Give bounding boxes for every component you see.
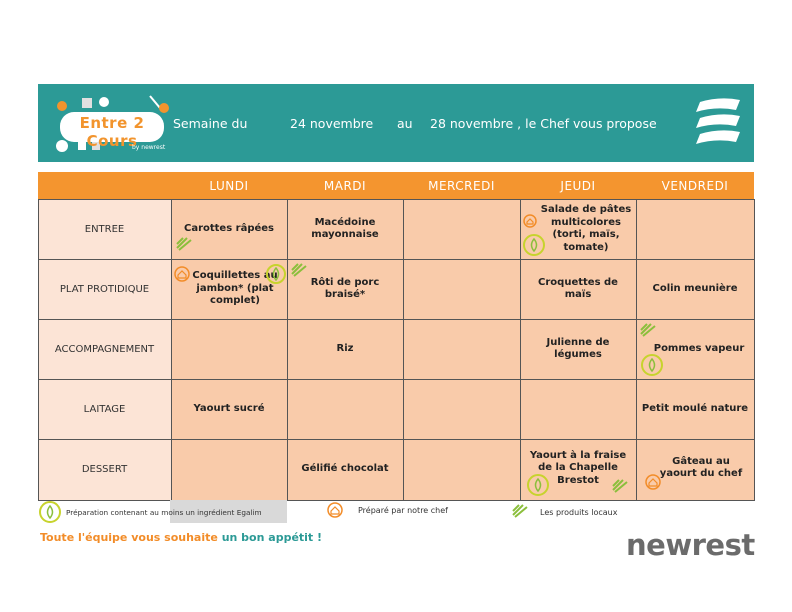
menu-cell [636, 199, 755, 260]
menu-cell [171, 439, 288, 501]
menu-cell [520, 259, 637, 320]
dish-name: Julienne de légumes [546, 336, 610, 360]
menu-cell [287, 319, 404, 380]
menu-cell [171, 319, 288, 380]
menu-cell [287, 379, 404, 440]
header-banner [38, 84, 754, 162]
chef-house-icon [327, 502, 343, 518]
chef-house-icon [174, 266, 190, 282]
menu-cell [171, 199, 288, 260]
dish-name: Carottes râpées [183, 222, 275, 234]
menu-cell [403, 379, 521, 440]
row-label-plat-protidique: PLAT PROTIDIQUE [38, 259, 172, 320]
menu-cell [287, 199, 404, 260]
week-label: Semaine du [173, 116, 248, 131]
menu-cell [520, 199, 637, 260]
menu-cell [403, 319, 521, 380]
menu-cell [403, 259, 521, 320]
dish-name: Gélifié chocolat [301, 463, 389, 475]
menu-cell [636, 259, 755, 320]
menu-cell [403, 199, 521, 260]
chef-house-icon [523, 214, 537, 228]
dish-name: Yaourt à la fraise de la Chapelle Brestot [529, 449, 627, 486]
menu-cell [171, 379, 288, 440]
legend-egalim-label: Préparation contenant au moins un ingrédient Egalim [66, 508, 262, 517]
corner-header [38, 172, 171, 199]
dish-name: Yaourt sucré [193, 402, 265, 414]
newrest-wave-icon [694, 96, 742, 150]
egalim-leaf-icon [527, 474, 549, 496]
message-part2: un bon appétit ! [221, 531, 323, 544]
menu-cell [636, 319, 755, 380]
start-date: 24 novembre [290, 116, 374, 131]
row-label-accompagnement: ACCOMPAGNEMENT [38, 319, 172, 380]
legend-chef-label: Préparé par notre chef [358, 506, 448, 515]
dish-name: Gâteau au yaourt du chef [659, 455, 743, 479]
dish-name: Rôti de porc braisé* [310, 276, 380, 300]
local-product-icon [290, 262, 308, 278]
message-part1: Toute l'équipe vous souhaite [40, 531, 218, 544]
newrest-logo: newrest [626, 528, 755, 562]
date-connector: au [397, 116, 413, 131]
menu-cell [636, 439, 755, 501]
row-label-laitage: LAITAGE [38, 379, 172, 440]
menu-cell [403, 439, 521, 501]
local-product-icon [511, 503, 531, 519]
dish-name: Croquettes de maïs [538, 276, 618, 300]
egalim-leaf-icon [38, 500, 62, 524]
menu-cell [520, 319, 637, 380]
logo-subtitle: by newrest [132, 144, 166, 151]
local-product-icon [611, 478, 629, 494]
menu-table [38, 172, 754, 500]
day-header-vendredi: VENDREDI [636, 172, 754, 199]
local-product-icon [639, 322, 657, 338]
egalim-leaf-icon [523, 234, 545, 256]
end-date: 28 novembre , le Chef vous propose [430, 116, 657, 131]
menu-cell [520, 439, 637, 501]
row-label-dessert: DESSERT [38, 439, 172, 501]
egalim-leaf-icon [266, 264, 286, 284]
egalim-leaf-icon [641, 354, 663, 376]
menu-cell [636, 379, 755, 440]
dish-name: Coquillettes au jambon* (plat complet) [192, 270, 278, 307]
menu-cell [287, 259, 404, 320]
logo-text: Entre 2 Cours [79, 114, 145, 150]
menu-cell [287, 439, 404, 501]
entre-2-cours-logo [52, 94, 172, 156]
day-header-lundi: LUNDI [171, 172, 287, 199]
dish-name: Pommes vapeur [653, 342, 745, 354]
menu-cell [520, 379, 637, 440]
dish-name: Macédoine mayonnaise [311, 216, 379, 240]
dish-name: Petit moulé nature [641, 402, 749, 414]
local-product-icon [175, 236, 193, 252]
row-label-entree: ENTREE [38, 199, 172, 260]
day-header-mercredi: MERCREDI [403, 172, 520, 199]
legend-local-label: Les produits locaux [540, 508, 618, 517]
bon-appetit-message [40, 531, 322, 544]
dish-name: Salade de pâtes multicolores (torti, maïs, tomate) [540, 204, 632, 253]
chef-house-icon [645, 474, 661, 490]
dish-name: Riz [336, 342, 354, 354]
menu-cell [171, 259, 288, 320]
day-header-jeudi: JEUDI [520, 172, 636, 199]
day-header-mardi: MARDI [287, 172, 403, 199]
dish-name: Colin meunière [652, 282, 738, 294]
